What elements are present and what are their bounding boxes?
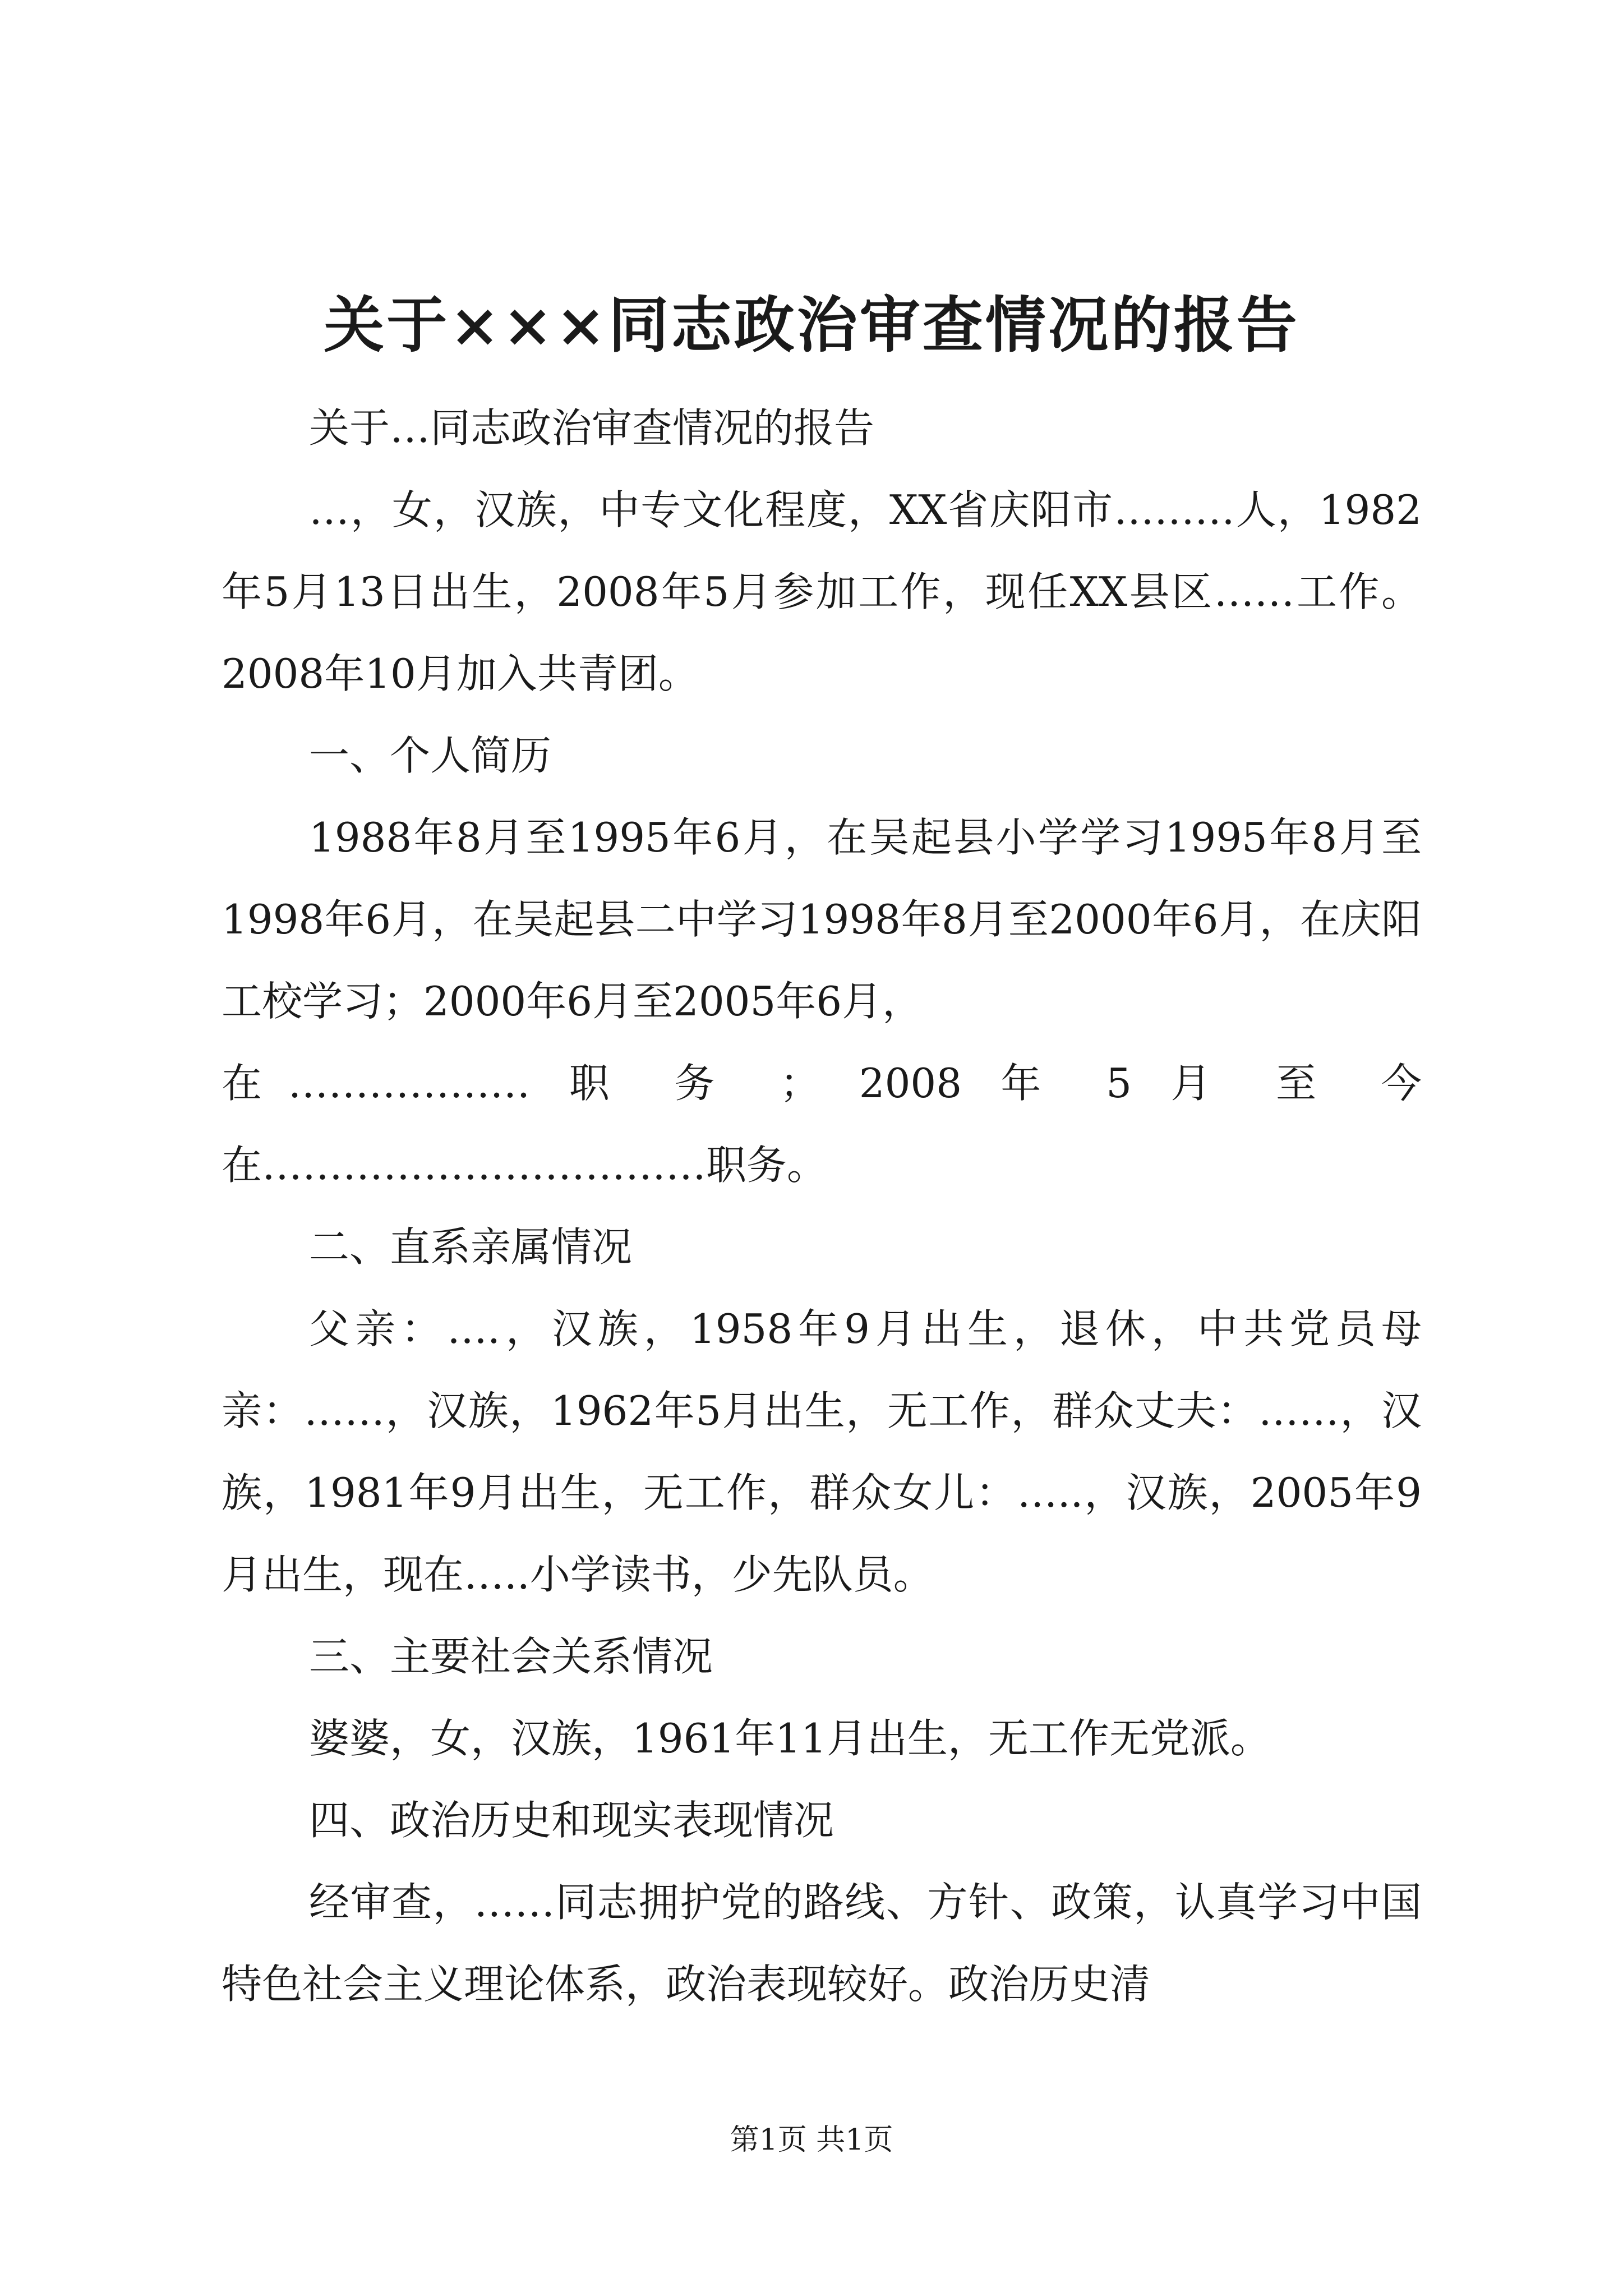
- resume-text-part2: 在……………… 职 务 ； 2008 年 5 月 至 今: [222, 1060, 1422, 1107]
- section-body-family: 父亲：….，汉族，1958年9月出生，退休，中共党员母亲：……，汉族，1962年5月出生，无工作，群众丈夫：……，汉族，1981年9月出生，无工作，群众女儿：…..，汉族，2005年9月出生，现在…..小学读书，少先队员。: [222, 1305, 1422, 1598]
- section-body-social: 婆婆，女，汉族，1961年11月出生，无工作无党派。: [309, 1715, 1271, 1762]
- document-subtitle: 关于…同志政治审查情况的报告: [309, 404, 875, 452]
- section-heading-political: 四、政治历史和现实表现情况: [309, 1797, 834, 1844]
- page-number-footer: 第1页 共1页: [730, 2123, 893, 2157]
- section-body-political: 经审查，……同志拥护党的路线、方针、政策，认真学习中国特色社会主义理论体系，政治表现较好。政治历史清: [222, 1879, 1422, 2008]
- resume-text-part3: 在……………………………职务。: [222, 1142, 828, 1189]
- resume-text-part1: 1988年8月至1995年6月，在吴起县小学学习1995年8月至1998年6月，在吴起县二中学习1998年8月至2000年6月，在庆阳工校学习；2000年6月至2005年6月，: [222, 814, 1422, 1025]
- section-body-resume: [222, 797, 1422, 1206]
- intro-paragraph: …，女，汉族，中专文化程度，XX省庆阳市………人，1982年5月13日出生，2008年5月参加工作，现任XX县区……工作。2008年10月加入共青团。: [222, 486, 1422, 697]
- section-heading-social: 三、主要社会关系情况: [309, 1633, 713, 1680]
- document-title: 关于×××同志政治审查情况的报告: [324, 290, 1299, 361]
- section-heading-resume: 一、个人简历: [309, 732, 552, 779]
- section-heading-family: 二、直系亲属情况: [309, 1223, 633, 1271]
- document-body: [222, 387, 1422, 2025]
